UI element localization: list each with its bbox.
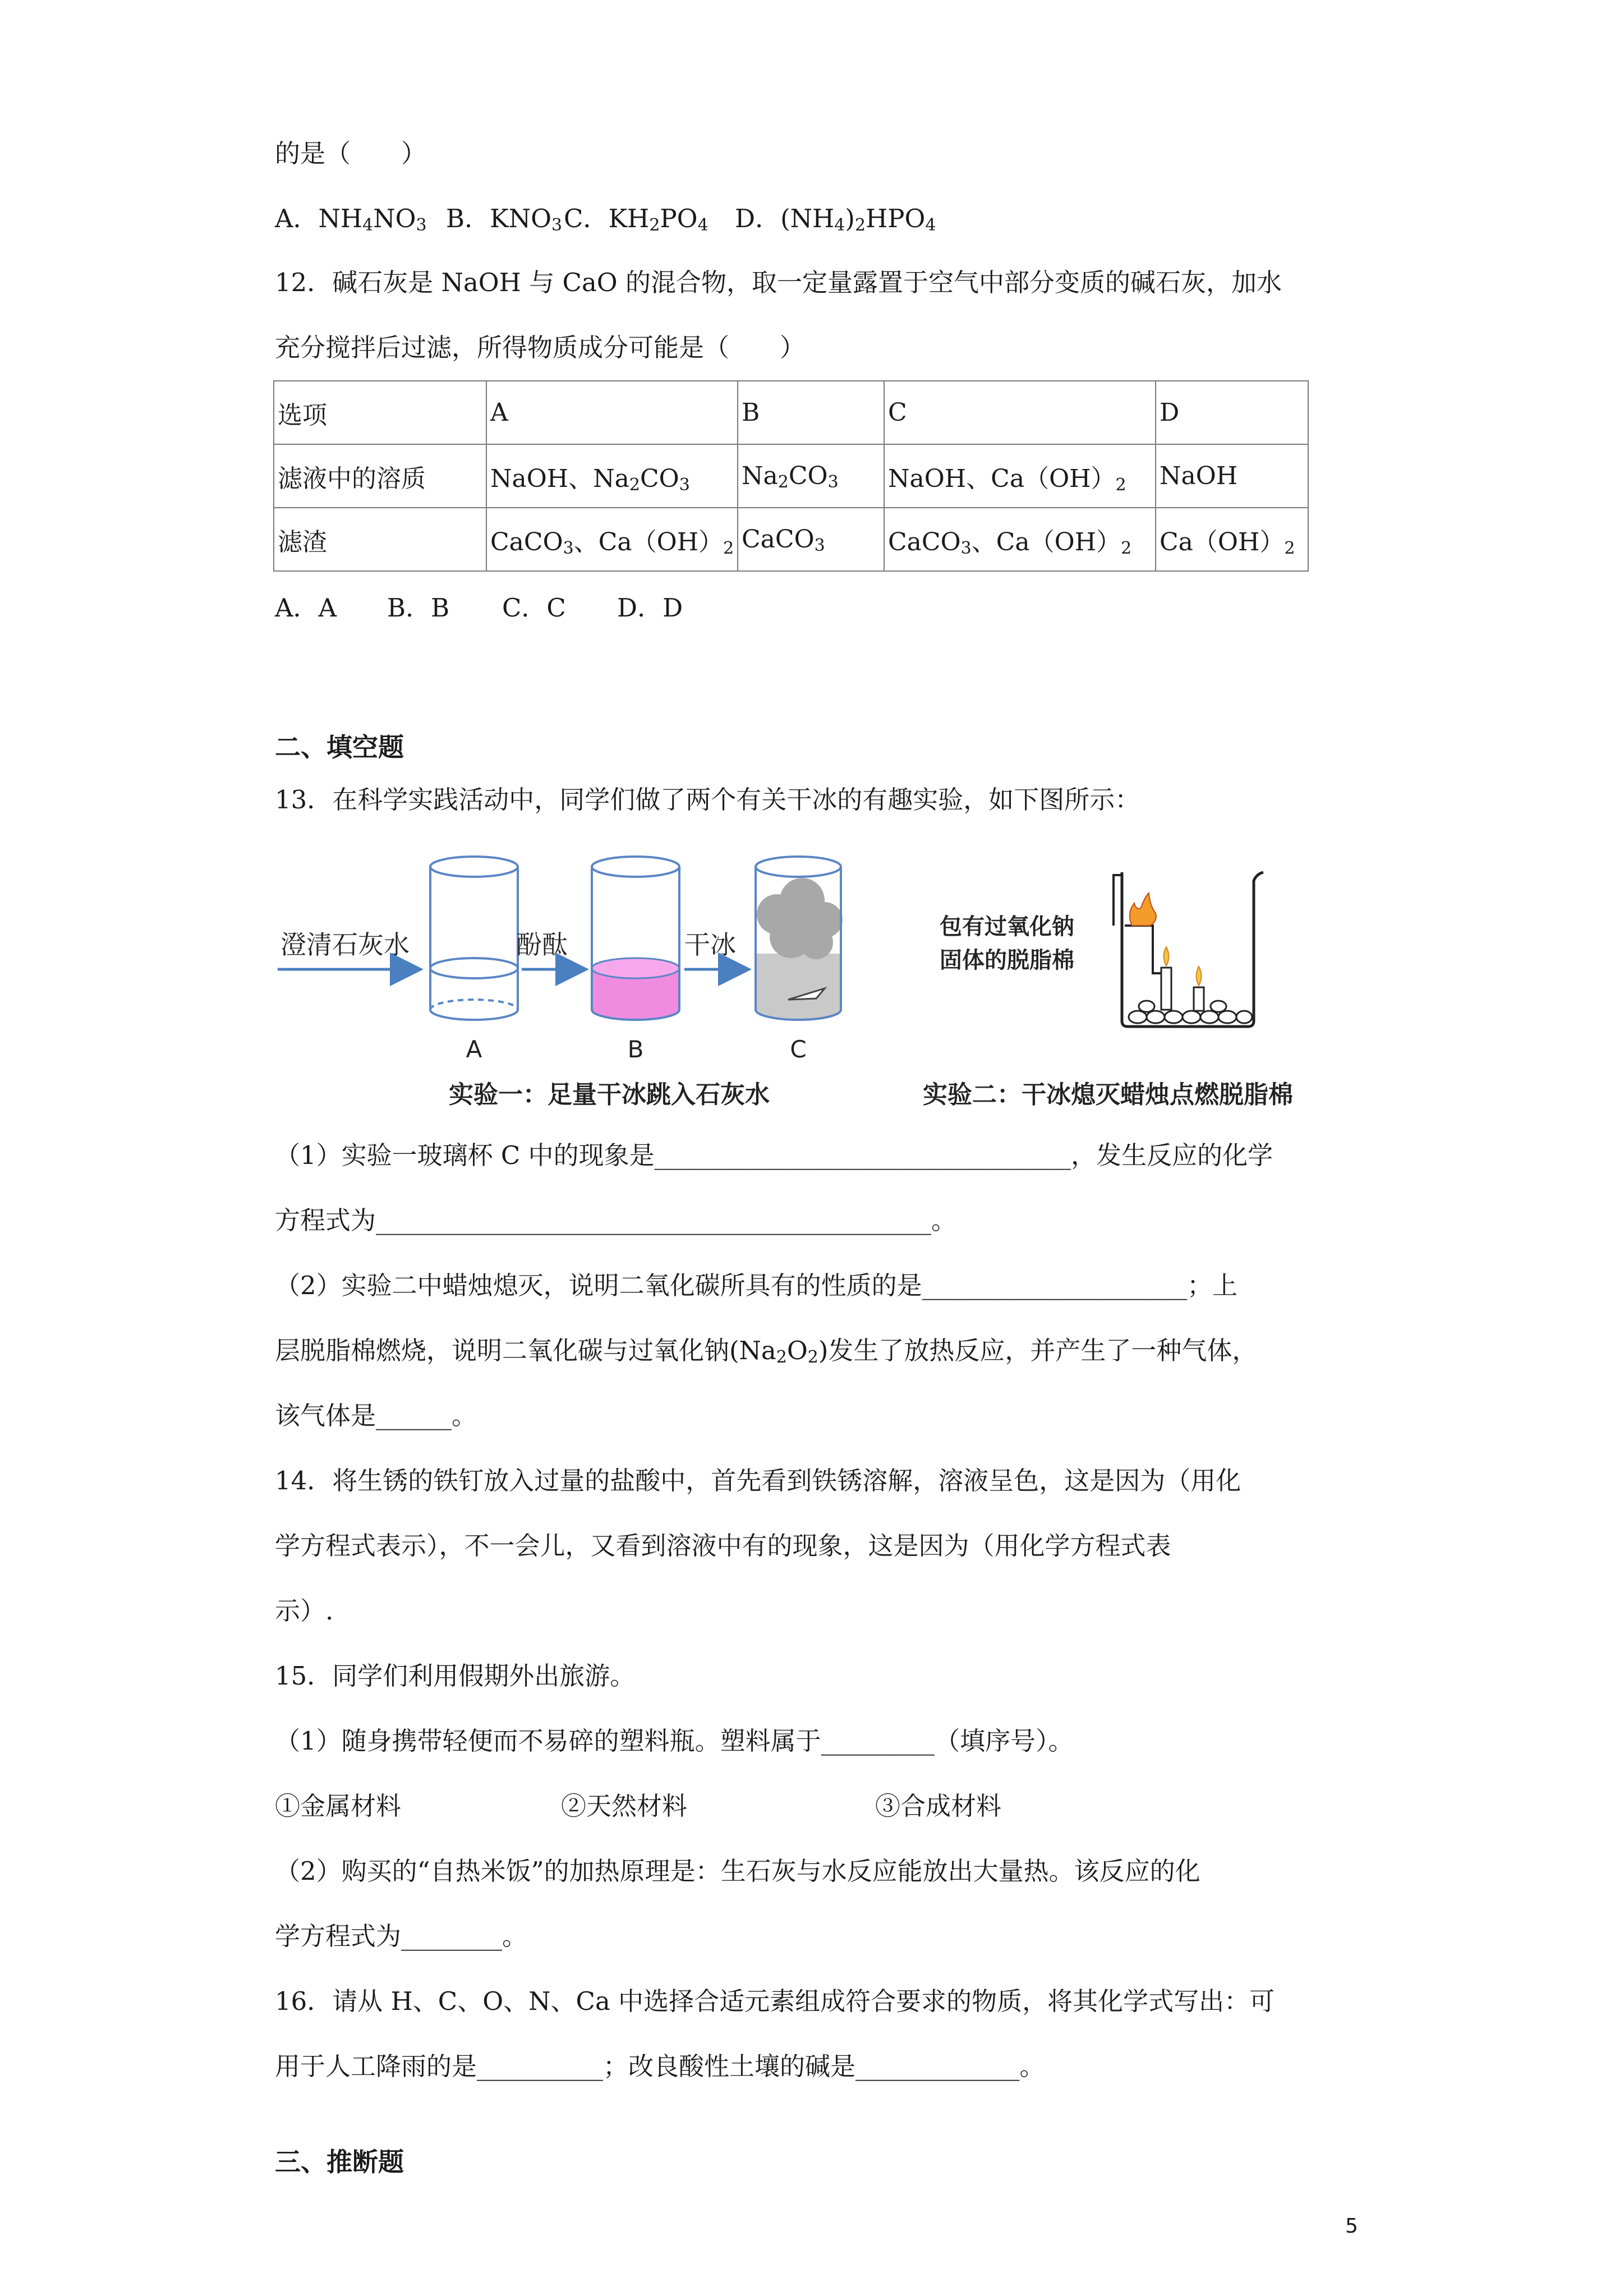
cotton-flame-icon [1130, 893, 1156, 926]
exp1-input-label: 澄清石灰水 [280, 930, 410, 960]
q12-answer-c: C．C [502, 593, 566, 623]
table-cell: NaOH、$Ca(OH)_2$ [884, 444, 1156, 508]
q13-part1-line2: 方程式为____________________________________________。 [275, 1205, 957, 1235]
table-cell: NaOH [1156, 444, 1308, 508]
q14-line1: 14．将生锈的铁钉放入过量的盐酸中，首先看到铁锈溶解，溶液呈色，这是因为（用化 [275, 1466, 1241, 1496]
arrow1-label: 酚酞 [516, 930, 568, 960]
table-cell: D [1156, 381, 1308, 444]
q11-option-b: B．$KNO_3$ [446, 204, 563, 235]
table-row [274, 444, 1308, 508]
answer-blank[interactable]: _____________________ [922, 1271, 1188, 1300]
table-cell: 滤液中的溶质 [274, 444, 486, 508]
cup-a-label: A [466, 1036, 482, 1063]
cup-a [430, 857, 518, 1020]
table-cell: NaOH、$Na_2CO_3$ [486, 444, 738, 508]
q13-part2-line2: 层脱脂棉燃烧，说明二氧化碳与过氧化钠$(Na_2O_2)$发生了放热反应，并产生了一种气体， [275, 1336, 1258, 1367]
q11-stem-tail: 的是（ ） [275, 139, 427, 168]
table-cell: B [738, 381, 884, 444]
q15-choice-3: ③合成材料 [875, 1791, 1002, 1821]
q13-experiment-figure [269, 841, 1307, 1133]
section-heading-fill-in: 二、填空题 [275, 732, 404, 762]
q15-part2-line2: 学方程式为________。 [275, 1921, 528, 1951]
table-cell: CaCO$_3$ [738, 508, 884, 571]
table-cell: $Ca(OH)_2$ [1156, 508, 1308, 571]
pebbles [1129, 1001, 1252, 1023]
exp2-label-line2: 固体的脱脂棉 [940, 947, 1074, 973]
table-cell: A [486, 381, 738, 444]
table-cell: $Na_2CO_3$ [738, 444, 884, 508]
q12-stem-line2: 充分搅拌后过滤，所得物质成分可能是（ ） [275, 333, 806, 362]
candle-tall [1161, 947, 1171, 1010]
q15-part1: （1）随身携带轻便而不易碎的塑料瓶。塑料属于_________（填序号）。 [275, 1726, 1074, 1756]
cup-c-label: C [790, 1036, 807, 1063]
q14-line3: 示）. [275, 1596, 334, 1626]
table-cell: CaCO$_3$、$Ca(OH)_2$ [486, 508, 738, 571]
q15-intro: 15．同学们利用假期外出旅游。 [275, 1661, 636, 1691]
q15-choice-2: ②天然材料 [561, 1791, 688, 1821]
section-heading-inference: 三、推断题 [275, 2147, 404, 2177]
q12-answer-a: A．A [275, 593, 337, 623]
q13-part1-line1: （1）实验一玻璃杯 C 中的现象是_________________________________，发生反应的化学 [275, 1140, 1273, 1170]
q12-stem-line1: 12．碱石灰是 NaOH 与 CaO 的混合物，取一定量露置于空气中部分变质的碱石灰，加水 [275, 268, 1282, 297]
q15-part2-line1: （2）购买的“自热米饭”的加热原理是：生石灰与水反应能放出大量热。该反应的化 [275, 1856, 1200, 1886]
q12-answer-b: B．B [387, 593, 450, 623]
cup-b-label: B [627, 1036, 644, 1063]
beaker [1114, 872, 1263, 1027]
q11-option-a: A．$NH_4NO_3$ [275, 204, 427, 235]
table-cell: C [884, 381, 1156, 444]
table-cell: CaCO$_3$、$Ca(OH)_2$ [884, 508, 1156, 571]
q13-intro: 13．在科学实践活动中，同学们做了两个有关干冰的有趣实验，如下图所示： [275, 785, 1140, 815]
q14-line2: 学方程式表示），不一会儿，又看到溶液中有的现象，这是因为（用化学方程式表 [275, 1531, 1171, 1561]
q13-part2-line3: 该气体是______。 [275, 1401, 477, 1430]
q12-options-table [273, 380, 1309, 572]
q13-part2-line1: （2）实验二中蜡烛熄灭，说明二氧化碳所具有的性质的是_____________________；上 [275, 1271, 1238, 1300]
answer-blank[interactable]: _________________________________ [654, 1140, 1071, 1170]
q11-option-c: C．$KH_2PO_4$ [564, 204, 709, 235]
table-cell: 选项 [274, 381, 486, 444]
q16-line2: 用于人工降雨的是__________；改良酸性土壤的碱是_____________。 [275, 2051, 1045, 2081]
cup-b [592, 857, 679, 1020]
arrow2-label: 干冰 [684, 930, 736, 960]
table-row [274, 381, 1308, 444]
exp1-caption: 实验一：足量干冰跳入石灰水 [449, 1080, 770, 1109]
exp2-label-line1: 包有过氧化钠 [940, 914, 1074, 940]
q16-line1: 16．请从 H、C、O、N、Ca 中选择合适元素组成符合要求的物质，将其化学式写出：可 [275, 1986, 1275, 2016]
table-row [274, 508, 1308, 571]
cup-c [756, 857, 843, 1020]
q15-choice-1: ①金属材料 [275, 1791, 402, 1821]
exp2-caption: 实验二：干冰熄灭蜡烛点燃脱脂棉 [923, 1080, 1293, 1109]
table-cell: 滤渣 [274, 508, 486, 571]
page-number: 5 [1345, 2215, 1358, 2238]
q11-option-d: D．$(NH_4)_2HPO_4$ [735, 204, 936, 235]
q12-answer-d: D．D [617, 593, 683, 623]
candle-short [1194, 967, 1204, 1011]
